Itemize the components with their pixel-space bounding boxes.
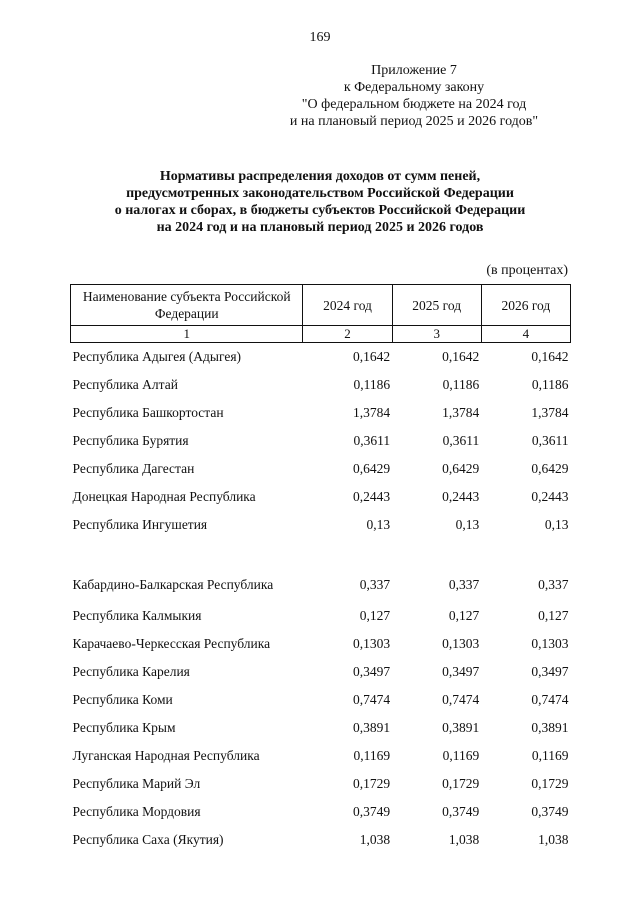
document-title	[60, 168, 580, 236]
subject-name-cell: Республика Алтай	[72, 377, 178, 392]
table-row	[71, 798, 571, 826]
subject-name-cell: Республика Калмыкия	[72, 608, 202, 623]
value-2025-cell: 0,3749	[442, 804, 480, 819]
header-year-2025: 2025 год	[392, 285, 481, 326]
table-row	[71, 539, 571, 602]
value-2026-cell: 0,127	[538, 608, 569, 623]
value-2025-cell: 0,337	[448, 577, 480, 592]
value-2026-cell: 0,3497	[531, 664, 569, 679]
value-2025-cell: 1,3784	[442, 405, 480, 420]
value-2024-cell: 0,127	[359, 608, 391, 623]
value-2025-cell: 0,127	[448, 608, 480, 623]
value-2026-cell: 0,13	[544, 517, 569, 532]
value-2024-cell: 0,1642	[353, 349, 391, 364]
subject-name-cell: Донецкая Народная Республика	[72, 489, 256, 504]
value-2025-cell: 0,3497	[442, 664, 480, 679]
subject-name-cell: Республика Ингушетия	[72, 517, 208, 532]
value-2024-cell: 0,1303	[353, 636, 391, 651]
value-2024-cell: 0,3891	[353, 720, 391, 735]
table-row	[71, 742, 571, 770]
value-2026-cell: 0,6429	[531, 461, 569, 476]
title-line: о налогах и сборах, в бюджеты субъектов Российской Федерации	[114, 203, 526, 218]
value-2025-cell: 0,13	[455, 517, 480, 532]
value-2024-cell: 0,1729	[353, 776, 391, 791]
subject-name-cell: Республика Саха (Якутия)	[72, 832, 224, 847]
table-row	[71, 427, 571, 455]
subject-name-cell: Республика Коми	[72, 692, 173, 707]
subject-name-cell: Луганская Народная Республика	[72, 748, 260, 763]
header-year-2026: 2026 год	[481, 285, 570, 326]
subject-name-cell: Карачаево-Черкесская Республика	[72, 636, 271, 651]
value-2025-cell: 0,2443	[442, 489, 480, 504]
value-2024-cell: 1,3784	[353, 405, 391, 420]
subject-name-cell: Республика Бурятия	[72, 433, 189, 448]
appendix-header	[234, 62, 554, 130]
table-body	[71, 343, 571, 855]
table-row	[71, 483, 571, 511]
value-2026-cell: 0,3891	[531, 720, 569, 735]
header-subject-name: Наименование субъекта Российской Федерации	[71, 285, 303, 326]
value-2026-cell: 0,1303	[531, 636, 569, 651]
table-row	[71, 602, 571, 630]
column-number: 2	[303, 326, 392, 343]
value-2024-cell: 0,2443	[353, 489, 391, 504]
subject-name-cell: Республика Карелия	[72, 664, 190, 679]
table-row	[71, 826, 571, 854]
title-line: на 2024 год и на плановый период 2025 и 2026 годов	[156, 220, 484, 235]
value-2024-cell: 0,337	[359, 577, 391, 592]
value-2025-cell: 0,1729	[442, 776, 480, 791]
appendix-line: Приложение 7	[371, 63, 457, 78]
value-2024-cell: 0,7474	[353, 692, 391, 707]
value-2024-cell: 0,3497	[353, 664, 391, 679]
value-2025-cell: 0,6429	[442, 461, 480, 476]
value-2025-cell: 0,7474	[442, 692, 480, 707]
units-note: (в процентах)	[486, 263, 568, 278]
value-2025-cell: 1,038	[448, 832, 480, 847]
distribution-table	[70, 284, 571, 854]
subject-name-cell: Республика Крым	[72, 720, 176, 735]
appendix-line: и на плановый период 2025 и 2026 годов"	[289, 114, 539, 129]
column-number-row	[71, 326, 571, 343]
value-2026-cell: 0,3611	[531, 433, 569, 448]
table-row	[71, 714, 571, 742]
header-year-2024: 2024 год	[303, 285, 392, 326]
value-2026-cell: 1,3784	[531, 405, 569, 420]
column-number: 3	[392, 326, 481, 343]
value-2025-cell: 0,1186	[442, 377, 480, 392]
table-row	[71, 343, 571, 372]
subject-name-cell: Республика Адыгея (Адыгея)	[72, 349, 242, 364]
value-2026-cell: 1,038	[538, 832, 569, 847]
value-2026-cell: 0,1186	[531, 377, 569, 392]
table-row	[71, 455, 571, 483]
column-number: 4	[481, 326, 570, 343]
value-2025-cell: 0,1303	[442, 636, 480, 651]
value-2024-cell: 0,13	[366, 517, 391, 532]
table-header-row	[71, 285, 571, 326]
value-2026-cell: 0,7474	[531, 692, 569, 707]
title-line: Нормативы распределения доходов от сумм пеней,	[159, 169, 481, 184]
value-2026-cell: 0,2443	[531, 489, 569, 504]
table-row	[71, 658, 571, 686]
value-2026-cell: 0,1642	[531, 349, 569, 364]
value-2025-cell: 0,1642	[442, 349, 480, 364]
value-2025-cell: 0,3611	[442, 433, 480, 448]
value-2026-cell: 0,1729	[531, 776, 569, 791]
value-2024-cell: 0,1186	[353, 377, 391, 392]
value-2024-cell: 1,038	[359, 832, 391, 847]
table-row	[71, 371, 571, 399]
table-row	[71, 686, 571, 714]
value-2024-cell: 0,1169	[353, 748, 391, 763]
appendix-line: "О федеральном бюджете на 2024 год	[301, 97, 527, 112]
subject-name-cell: Республика Дагестан	[72, 461, 195, 476]
table-row	[71, 511, 571, 539]
value-2026-cell: 0,337	[538, 577, 569, 592]
value-2025-cell: 0,1169	[442, 748, 480, 763]
subject-name-cell: Республика Мордовия	[72, 804, 201, 819]
page-number: 169	[309, 30, 331, 45]
table-row	[71, 770, 571, 798]
subject-name-cell: Республика Башкортостан	[72, 405, 224, 420]
value-2026-cell: 0,1169	[531, 748, 569, 763]
value-2025-cell: 0,3891	[442, 720, 480, 735]
value-2024-cell: 0,3611	[353, 433, 391, 448]
appendix-line: к Федеральному закону	[343, 80, 485, 95]
subject-name-cell: Кабардино-Балкарская Республика	[72, 577, 274, 592]
table-row	[71, 630, 571, 658]
subject-name-cell: Республика Марий Эл	[72, 776, 201, 791]
table-row	[71, 399, 571, 427]
value-2024-cell: 0,6429	[353, 461, 391, 476]
column-number: 1	[71, 326, 303, 343]
title-line: предусмотренных законодательством Российской Федерации	[126, 186, 514, 201]
value-2026-cell: 0,3749	[531, 804, 569, 819]
value-2024-cell: 0,3749	[353, 804, 391, 819]
